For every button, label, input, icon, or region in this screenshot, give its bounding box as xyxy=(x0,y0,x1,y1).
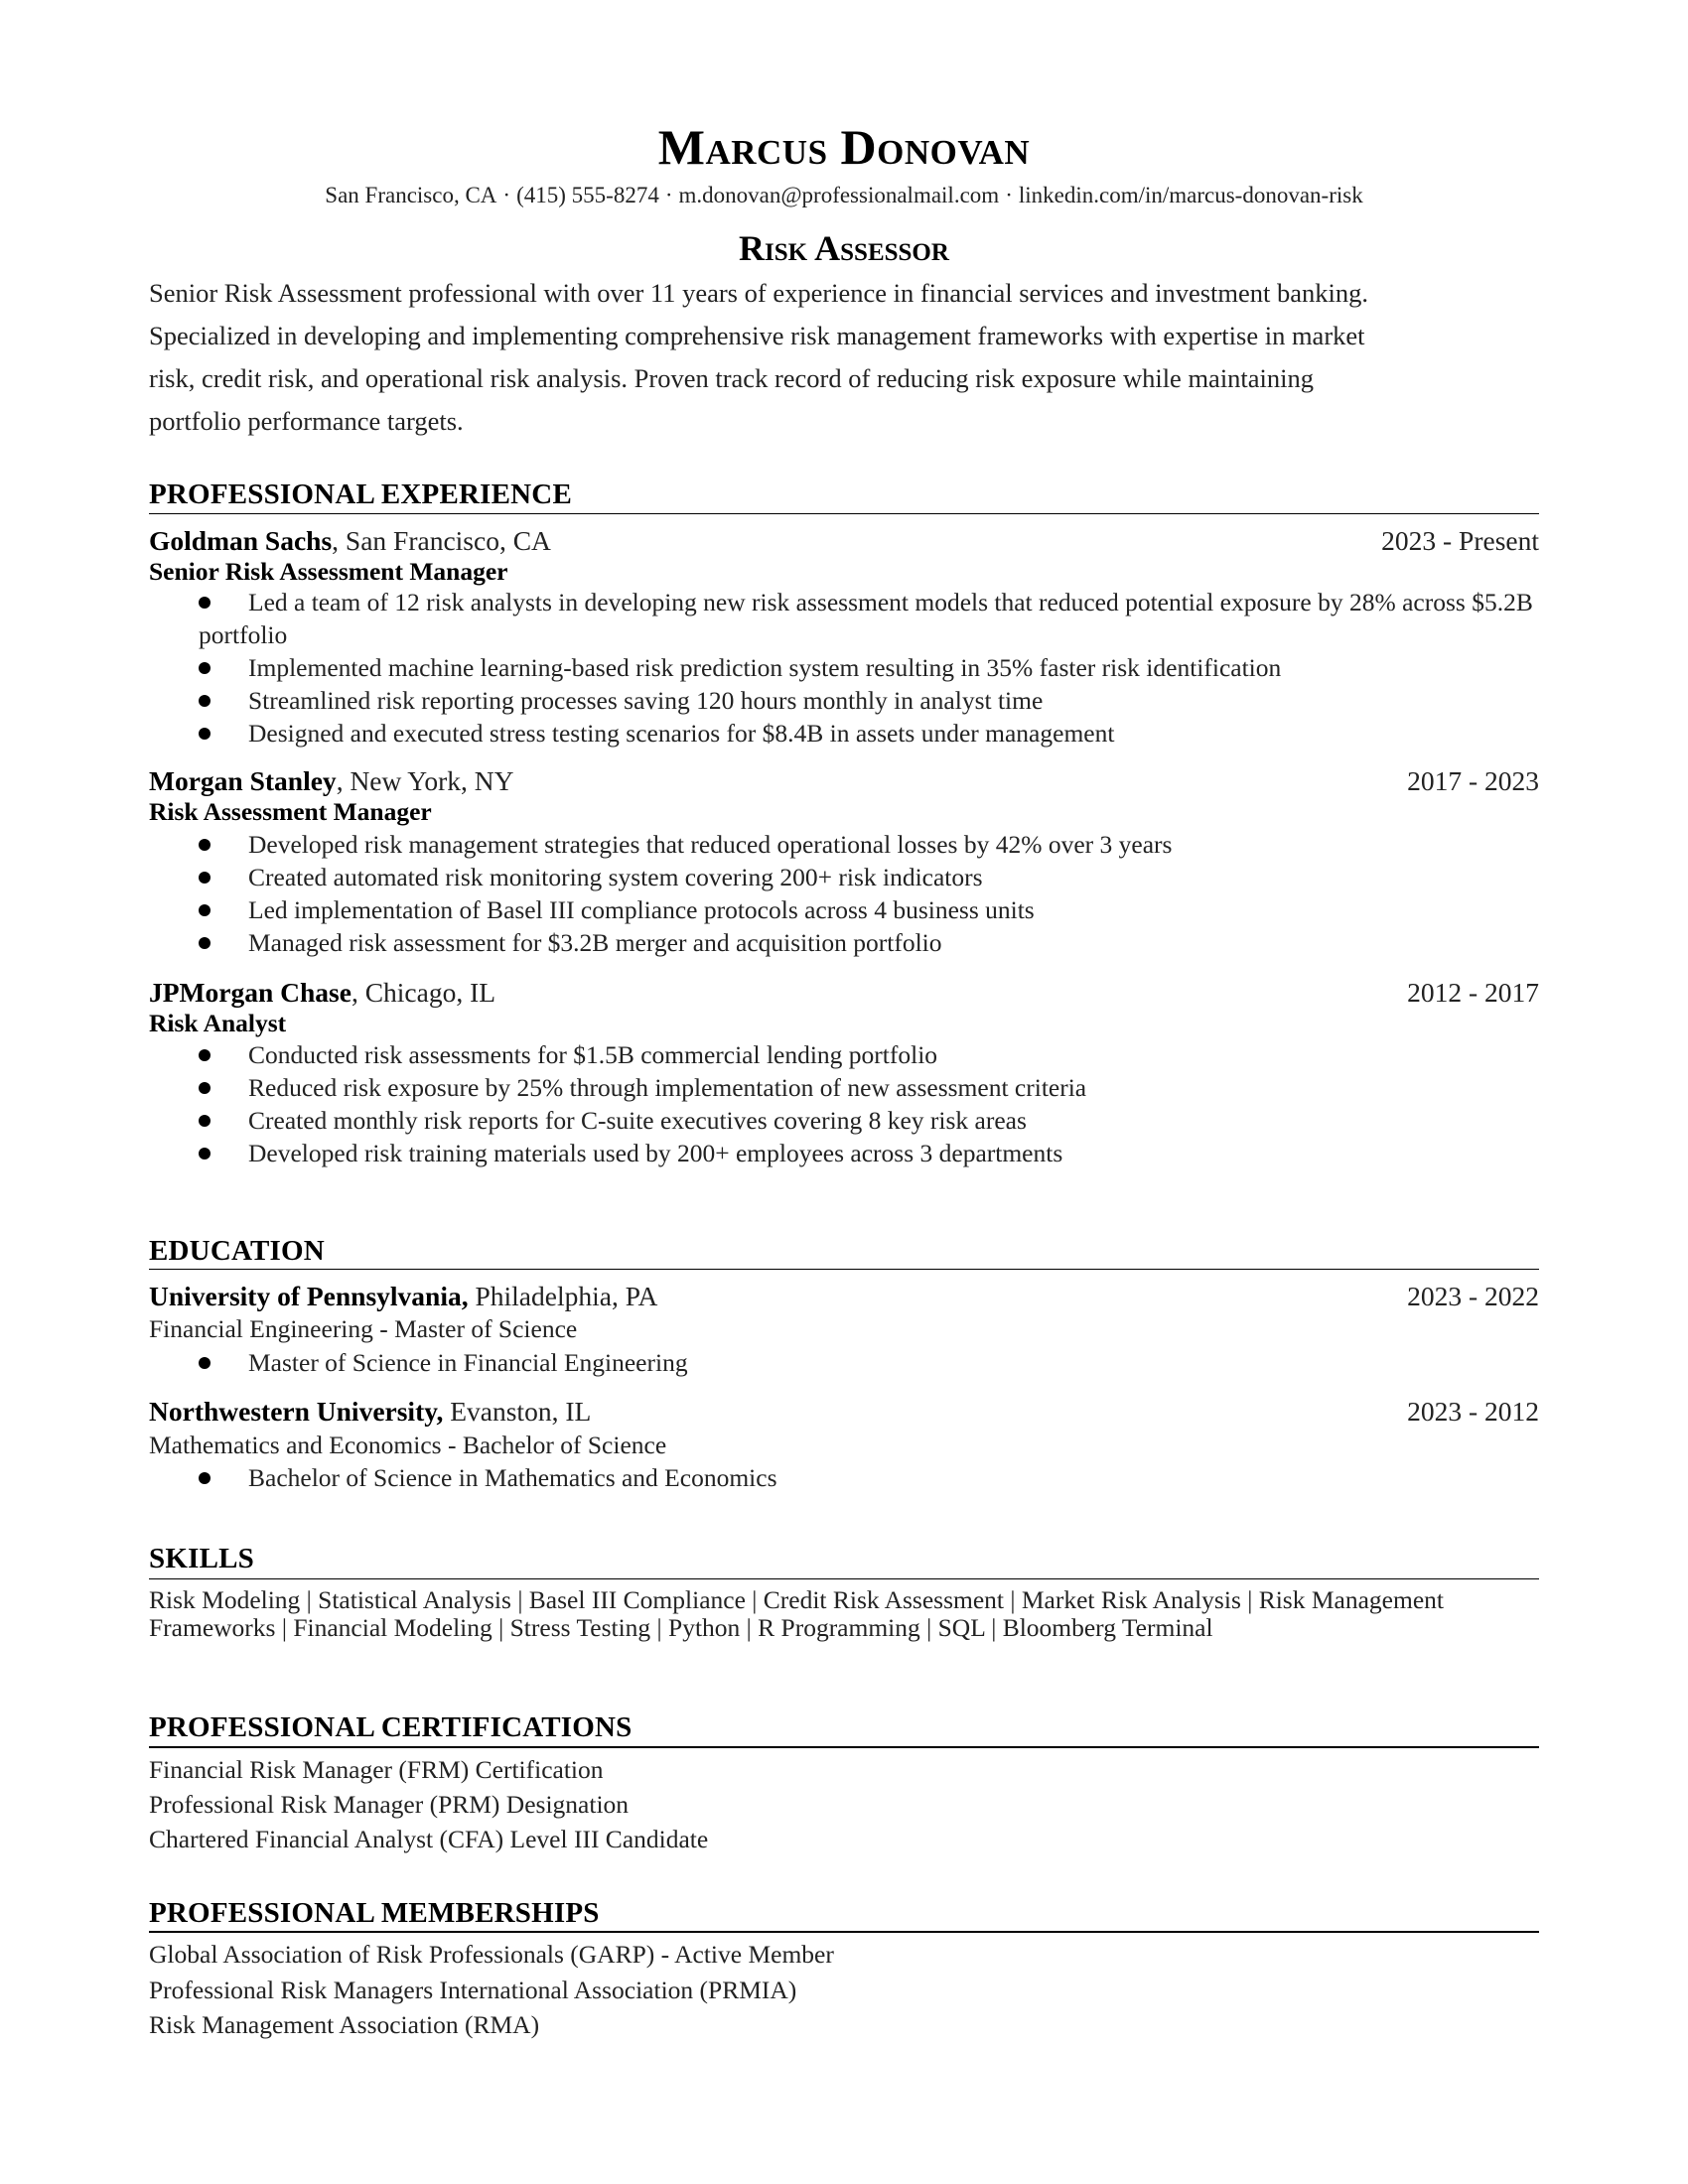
bullet-icon xyxy=(199,1148,211,1160)
bullet-icon xyxy=(199,839,211,851)
candidate-name: Marcus Donovan xyxy=(657,119,1031,175)
section-title-skills: SKILLS xyxy=(149,1543,254,1574)
bullet-text: Led implementation of Basel III compliance protocols across 4 business units xyxy=(248,895,1035,924)
contact-phone: (415) 555-8274 xyxy=(516,183,659,207)
school-header xyxy=(149,1280,1539,1312)
bullet-icon xyxy=(199,1472,211,1484)
separator-dot: · xyxy=(1005,183,1013,207)
bullet-text: Developed risk training materials used by 200+ employees across 3 departments xyxy=(248,1139,1063,1167)
contact-linkedin[interactable]: linkedin.com/in/marcus-donovan-risk xyxy=(1018,183,1363,207)
certification-item: Professional Risk Manager (PRM) Designation xyxy=(149,1790,630,1819)
job-header xyxy=(149,764,1539,797)
company-location: , New York, NY xyxy=(336,765,514,796)
separator-dot: · xyxy=(502,183,511,207)
bullet-icon xyxy=(199,597,211,609)
contact-email[interactable]: m.donovan@professionalmail.com xyxy=(678,183,1000,207)
section-divider xyxy=(149,1578,1539,1579)
bullet-text: Created monthly risk reports for C-suite executives covering 8 key risk areas xyxy=(248,1106,1027,1135)
section-title-memberships: PROFESSIONAL MEMBERSHIPS xyxy=(149,1897,600,1929)
degree-line: Financial Engineering - Master of Science xyxy=(149,1314,578,1343)
list-item xyxy=(149,1038,1539,1071)
job-title: Risk Assessment Manager xyxy=(149,797,432,826)
bullet-icon xyxy=(199,872,211,884)
job-dates: 2023 - Present xyxy=(1381,525,1539,556)
bullet-text: Designed and executed stress testing scenarios for $8.4B in assets under management xyxy=(248,719,1115,748)
bullet-icon xyxy=(199,662,211,674)
section-divider xyxy=(149,1269,1539,1270)
degree-line: Mathematics and Economics - Bachelor of Science xyxy=(149,1431,667,1459)
section-title-experience: PROFESSIONAL EXPERIENCE xyxy=(149,478,572,510)
headline-title: Risk Assessor xyxy=(739,228,949,268)
section-title-education: EDUCATION xyxy=(149,1235,325,1267)
separator-dot: · xyxy=(664,183,673,207)
list-item xyxy=(149,861,1539,893)
list-item xyxy=(149,926,1539,959)
job-dates: 2012 - 2017 xyxy=(1407,977,1539,1008)
school-header xyxy=(149,1395,1539,1428)
school-dates: 2023 - 2022 xyxy=(1407,1281,1539,1311)
summary-line: Specialized in developing and implementing comprehensive risk management frameworks with expertise in market xyxy=(149,321,1365,350)
bullet-text: Created automated risk monitoring system covering 200+ risk indicators xyxy=(248,863,983,891)
contact-line xyxy=(149,181,1539,210)
job-dates: 2017 - 2023 xyxy=(1407,765,1539,796)
certification-item: Financial Risk Manager (FRM) Certification xyxy=(149,1755,604,1784)
list-item xyxy=(149,828,1539,861)
job-title: Senior Risk Assessment Manager xyxy=(149,557,508,586)
list-item xyxy=(149,684,1539,717)
bullet-text: Led a team of 12 risk analysts in developing new risk assessment models that reduced potential exposure by 28% across $5.2B portfolio xyxy=(199,588,1533,649)
contact-location: San Francisco, CA xyxy=(325,183,497,207)
bullet-icon xyxy=(199,1357,211,1369)
company-name: Goldman Sachs xyxy=(149,525,333,556)
bullet-text: Conducted risk assessments for $1.5B commercial lending portfolio xyxy=(248,1040,938,1069)
list-item xyxy=(149,1346,1539,1379)
company-name: Morgan Stanley xyxy=(149,765,337,796)
bullet-icon xyxy=(199,937,211,949)
school-location: Philadelphia, PA xyxy=(468,1281,658,1311)
list-item xyxy=(149,1461,1539,1494)
membership-item: Risk Management Association (RMA) xyxy=(149,2010,540,2039)
summary-line: risk, credit risk, and operational risk analysis. Proven track record of reducing risk exposure while maintaining xyxy=(149,363,1315,393)
bullet-text: Bachelor of Science in Mathematics and Economics xyxy=(248,1463,777,1492)
section-divider xyxy=(149,1746,1539,1748)
list-item xyxy=(149,1104,1539,1137)
list-item xyxy=(149,717,1539,750)
bullet-text: Developed risk management strategies that reduced operational losses by 42% over 3 years xyxy=(248,830,1173,859)
section-title-certifications: PROFESSIONAL CERTIFICATIONS xyxy=(149,1711,633,1743)
bullet-icon xyxy=(199,1082,211,1094)
company-location: , San Francisco, CA xyxy=(332,525,551,556)
section-divider xyxy=(149,513,1539,514)
bullet-icon xyxy=(199,695,211,707)
school-name: University of Pennsylvania, xyxy=(149,1281,469,1311)
bullet-text: Master of Science in Financial Engineering xyxy=(248,1348,688,1377)
school-dates: 2023 - 2012 xyxy=(1407,1396,1539,1427)
bullet-icon xyxy=(199,728,211,740)
membership-item: Global Association of Risk Professionals (GARP) - Active Member xyxy=(149,1940,834,1969)
job-header xyxy=(149,976,1539,1009)
company-name: JPMorgan Chase xyxy=(149,977,352,1008)
list-item xyxy=(149,1071,1539,1104)
school-name: Northwestern University, xyxy=(149,1396,444,1427)
summary-line: Senior Risk Assessment professional with over 11 years of experience in financial services and investment banking. xyxy=(149,278,1369,308)
list-item xyxy=(149,1137,1539,1169)
job-header xyxy=(149,524,1539,557)
membership-item: Professional Risk Managers International Association (PRMIA) xyxy=(149,1976,797,2004)
list-item xyxy=(149,651,1539,684)
section-divider xyxy=(149,1931,1539,1933)
company-location: , Chicago, IL xyxy=(351,977,496,1008)
bullet-text: Managed risk assessment for $3.2B merger and acquisition portfolio xyxy=(248,928,942,957)
bullet-icon xyxy=(199,1049,211,1061)
summary-paragraph xyxy=(149,272,1539,443)
list-item xyxy=(149,893,1539,926)
skills-list: Risk Modeling | Statistical Analysis | Basel III Compliance | Credit Risk Assessment | Market Risk Analysis | Risk Management Frameworks | Financial Modeling | Stress Testing | Python | R Programming | SQL | Bloomberg Terminal xyxy=(149,1585,1444,1642)
bullet-text: Implemented machine learning-based risk prediction system resulting in 35% faster risk identification xyxy=(248,653,1282,682)
bullet-icon xyxy=(199,1115,211,1127)
list-item xyxy=(149,586,1539,651)
bullet-icon xyxy=(199,904,211,916)
bullet-text: Streamlined risk reporting processes saving 120 hours monthly in analyst time xyxy=(248,686,1044,715)
certification-item: Chartered Financial Analyst (CFA) Level III Candidate xyxy=(149,1825,709,1853)
summary-line: portfolio performance targets. xyxy=(149,406,464,436)
school-location: Evanston, IL xyxy=(443,1396,592,1427)
job-title: Risk Analyst xyxy=(149,1009,287,1037)
bullet-text: Reduced risk exposure by 25% through implementation of new assessment criteria xyxy=(248,1073,1087,1102)
